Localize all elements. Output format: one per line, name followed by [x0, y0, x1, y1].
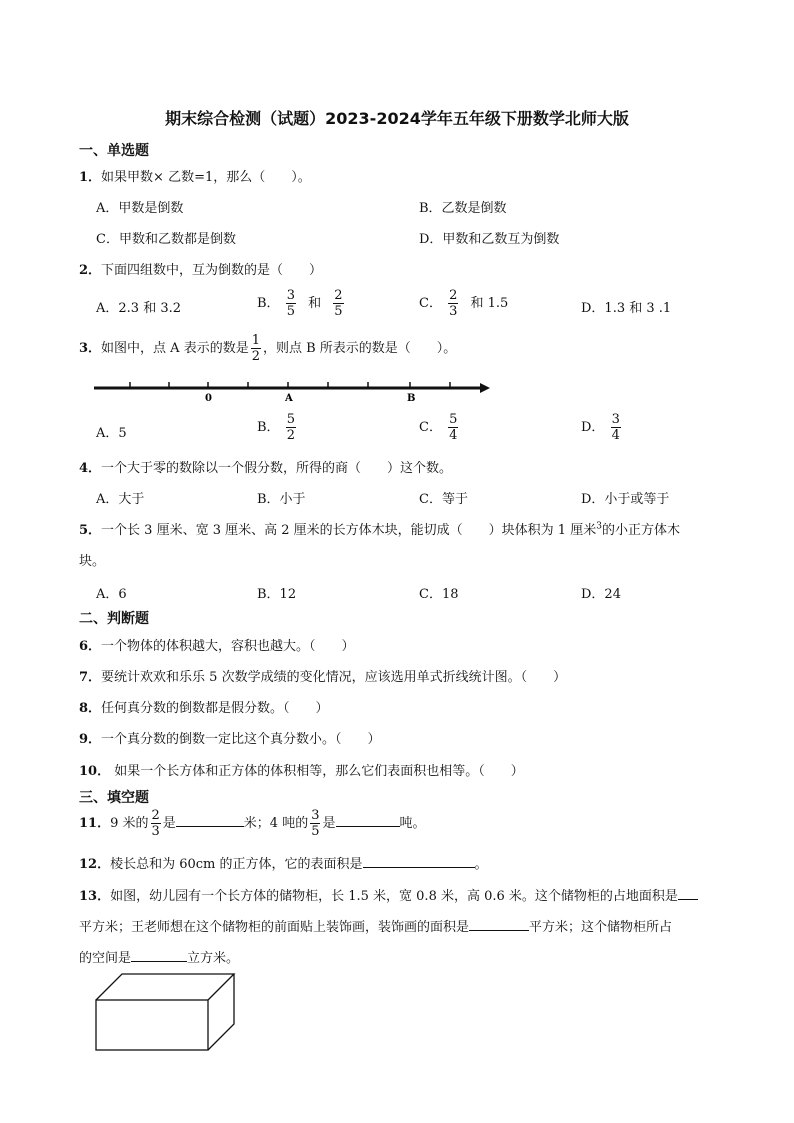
question-10 [79, 760, 524, 779]
q5-option-d[interactable]: D．24 [581, 587, 621, 602]
question-text: 一个长 3 厘米、宽 3 厘米、高 2 厘米的长方体木块，能切成（ ）块体积为 1 厘米 [101, 523, 597, 538]
section-heading-true-false: 二、判断题 [79, 611, 149, 627]
question-text: 是 [162, 816, 176, 831]
question-text: 下面四组数中，互为倒数的是（ ） [101, 263, 323, 278]
question-text: 米；4 吨的 [243, 816, 309, 831]
denominator: 3 [449, 304, 458, 319]
question-number: 12． [79, 857, 111, 872]
denominator: 5 [334, 304, 343, 319]
numerator: 2 [449, 288, 458, 303]
question-9 [79, 728, 381, 747]
q1-option-c[interactable]: C．甲数和乙数都是倒数 [96, 232, 236, 247]
numerator: 3 [311, 808, 320, 823]
question-text: 。 [474, 857, 488, 872]
question-12 [79, 853, 488, 872]
option-label: D． [581, 420, 605, 435]
arrow-head-icon [480, 383, 490, 393]
q4-option-d[interactable]: D．小于或等于 [581, 492, 670, 507]
question-2 [79, 259, 322, 278]
question-text: 一个真分数的倒数一定比这个真分数小。（ ） [101, 732, 381, 747]
numerator: 3 [611, 412, 620, 427]
option-label: B． [257, 296, 280, 311]
answer-blank[interactable] [176, 814, 244, 827]
cuboid-top-face [96, 974, 234, 1000]
denominator: 4 [611, 428, 620, 443]
denominator: 2 [251, 349, 260, 364]
q2-option-b[interactable] [257, 288, 346, 319]
question-text: 吨。 [399, 816, 426, 831]
numerator: 1 [251, 333, 260, 348]
fraction [151, 808, 161, 839]
q5-option-a[interactable]: A．6 [96, 587, 127, 602]
page-title: 期末综合检测（试题）2023-2024学年五年级下册数学北师大版 [165, 109, 629, 128]
fraction [611, 412, 621, 443]
question-text-cont: ，则点 B 所表示的数是（ ）。 [262, 341, 457, 356]
question-11 [79, 808, 426, 839]
question-5-continuation: 块。 [79, 554, 106, 569]
section-heading-fill-in: 三、填空题 [79, 790, 149, 806]
answer-blank[interactable] [469, 918, 529, 931]
denominator: 5 [286, 304, 295, 319]
question-text: 如果甲数× 乙数=1，那么（ ）。 [101, 170, 311, 185]
option-label: C． [419, 420, 442, 435]
point-b-label: B [407, 393, 416, 404]
numerator: 5 [286, 412, 295, 427]
numerator: 2 [151, 808, 160, 823]
question-number: 1． [79, 170, 102, 185]
tick-label-zero: 0 [205, 393, 212, 404]
question-number: 6． [79, 639, 102, 654]
question-13-line-2 [79, 916, 672, 935]
question-8 [79, 697, 329, 716]
numerator: 2 [334, 288, 343, 303]
q5-option-c[interactable]: C．18 [419, 587, 459, 602]
question-text: 的空间是 [79, 951, 132, 966]
q4-option-a[interactable]: A．大于 [96, 492, 145, 507]
question-number: 7． [79, 670, 102, 685]
q3-option-a[interactable]: A．5 [96, 426, 127, 441]
answer-blank[interactable] [363, 855, 475, 868]
question-text: 如图中，点 A 表示的数是 [101, 341, 249, 356]
question-7 [79, 666, 566, 685]
question-text: 如果一个长方体和正方体的体积相等，那么它们表面积也相等。（ ） [110, 764, 524, 779]
question-number: 8． [79, 701, 102, 716]
q3-option-c[interactable] [419, 412, 460, 443]
superscript: 3 [596, 521, 602, 532]
fraction [448, 412, 458, 443]
fraction [286, 288, 296, 319]
question-text: 如图，幼儿园有一个长方体的储物柜，长 1.5 米，宽 0.8 米，高 0.6 米。这个储物柜的占地面积是 [110, 889, 678, 904]
q4-option-b[interactable]: B．小于 [257, 492, 306, 507]
cuboid-cabinet-figure [90, 970, 240, 1056]
denominator: 3 [151, 824, 160, 839]
section-heading-single-choice: 一、单选题 [79, 143, 149, 159]
question-text: 是 [322, 816, 336, 831]
denominator: 4 [449, 428, 458, 443]
numerator: 3 [286, 288, 295, 303]
question-text: 棱长总和为 60cm 的正方体，它的表面积是 [110, 857, 363, 872]
q4-option-c[interactable]: C．等于 [419, 492, 468, 507]
q5-option-b[interactable]: B．12 [257, 587, 297, 602]
cuboid-front-face [96, 1000, 208, 1050]
question-text: 立方米。 [187, 951, 240, 966]
question-text: 一个物体的体积越大，容积也越大。（ ） [101, 639, 355, 654]
question-number: 5． [79, 523, 102, 538]
question-text: 平方米；王老师想在这个储物柜的前面贴上装饰画，装饰画的面积是 [79, 920, 470, 935]
option-label: C． [419, 296, 442, 311]
q2-option-d[interactable]: D．1.3 和 3 .1 [581, 301, 672, 316]
question-number: 11． [79, 816, 111, 831]
q1-option-b[interactable]: B．乙数是倒数 [419, 201, 507, 216]
q2-option-a[interactable]: A．2.3 和 3.2 [96, 301, 182, 316]
question-number: 3． [79, 341, 102, 356]
numerator: 5 [449, 412, 458, 427]
option-label: B． [257, 420, 280, 435]
question-6 [79, 635, 355, 654]
question-number: 4． [79, 461, 102, 476]
option-rest-text: 和 1.5 [470, 296, 509, 311]
q1-option-d[interactable]: D．甲数和乙数互为倒数 [419, 232, 560, 247]
answer-blank[interactable] [131, 949, 187, 962]
question-3 [79, 333, 456, 364]
question-text: 要统计欢欢和乐乐 5 次数学成绩的变化情况，应该选用单式折线统计图。（ ） [101, 670, 567, 685]
point-a-label: A [285, 393, 293, 404]
question-4 [79, 457, 452, 476]
fraction [310, 808, 320, 839]
connector-text: 和 [308, 296, 322, 311]
question-5 [79, 519, 680, 538]
question-text: 平方米；这个储物柜所占 [529, 920, 673, 935]
answer-blank[interactable] [678, 887, 698, 900]
question-text: 一个大于零的数除以一个假分数，所得的商（ ）这个数。 [101, 461, 453, 476]
question-text-cont: 的小正方体木 [601, 523, 680, 538]
question-text: 任何真分数的倒数都是假分数。（ ） [101, 701, 329, 716]
denominator: 5 [311, 824, 320, 839]
question-number: 2． [79, 263, 102, 278]
question-number: 9． [79, 732, 102, 747]
answer-blank[interactable] [336, 814, 400, 827]
fraction [333, 288, 343, 319]
q3-option-d[interactable] [581, 412, 623, 443]
question-text: 9 米的 [110, 816, 149, 831]
q3-option-b[interactable] [257, 412, 298, 443]
question-13-line-3 [79, 947, 239, 966]
fraction [286, 412, 296, 443]
number-line-figure [90, 378, 500, 404]
question-1 [79, 166, 311, 185]
fraction [448, 288, 458, 319]
cuboid-side-face [208, 974, 234, 1050]
fraction [251, 333, 261, 364]
denominator: 2 [286, 428, 295, 443]
question-13 [79, 885, 698, 904]
q1-option-a[interactable]: A．甲数是倒数 [96, 201, 184, 216]
q2-option-c[interactable] [419, 288, 508, 319]
question-number: 13． [79, 889, 111, 904]
question-number: 10． [79, 764, 111, 779]
